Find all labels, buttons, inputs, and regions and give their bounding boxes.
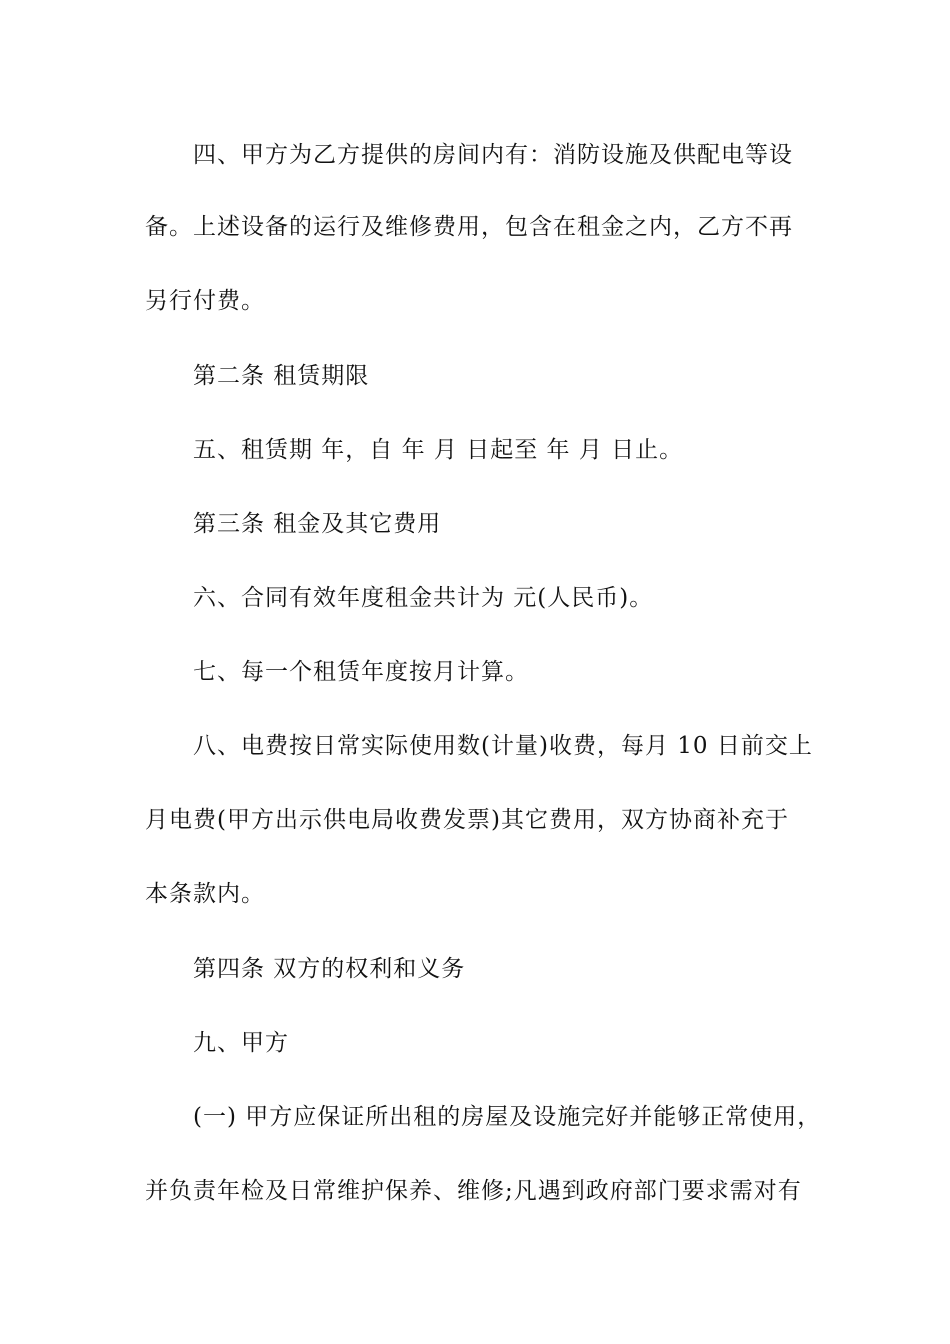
section-heading: 第二条 租赁期限 <box>193 363 370 389</box>
paragraph-line: 四、甲方为乙方提供的房间内有：消防设施及供配电等设 <box>193 142 793 168</box>
paragraph-line: (一) 甲方应保证所出租的房屋及设施完好并能够正常使用， <box>193 1104 822 1130</box>
paragraph-line: 九、甲方 <box>193 1030 289 1056</box>
paragraph-line: 并负责年检及日常维护保养、维修;凡遇到政府部门要求需对有 <box>145 1178 802 1204</box>
section-heading: 第四条 双方的权利和义务 <box>193 956 466 982</box>
paragraph-line: 月电费(甲方出示供电局收费发票)其它费用，双方协商补充于 <box>145 807 789 833</box>
paragraph-line: 备。上述设备的运行及维修费用，包含在租金之内，乙方不再 <box>145 214 793 240</box>
paragraph-line: 七、每一个租赁年度按月计算。 <box>193 659 529 685</box>
paragraph-line: 八、电费按日常实际使用数(计量)收费，每月 10 日前交上 <box>193 733 813 759</box>
paragraph-line: 六、合同有效年度租金共计为 元(人民币)。 <box>193 585 654 611</box>
paragraph-line: 本条款内。 <box>145 881 265 907</box>
paragraph-line: 五、租赁期 年，自 年 月 日起至 年 月 日止。 <box>193 437 684 463</box>
section-heading: 第三条 租金及其它费用 <box>193 511 442 537</box>
paragraph-line: 另行付费。 <box>145 288 265 314</box>
